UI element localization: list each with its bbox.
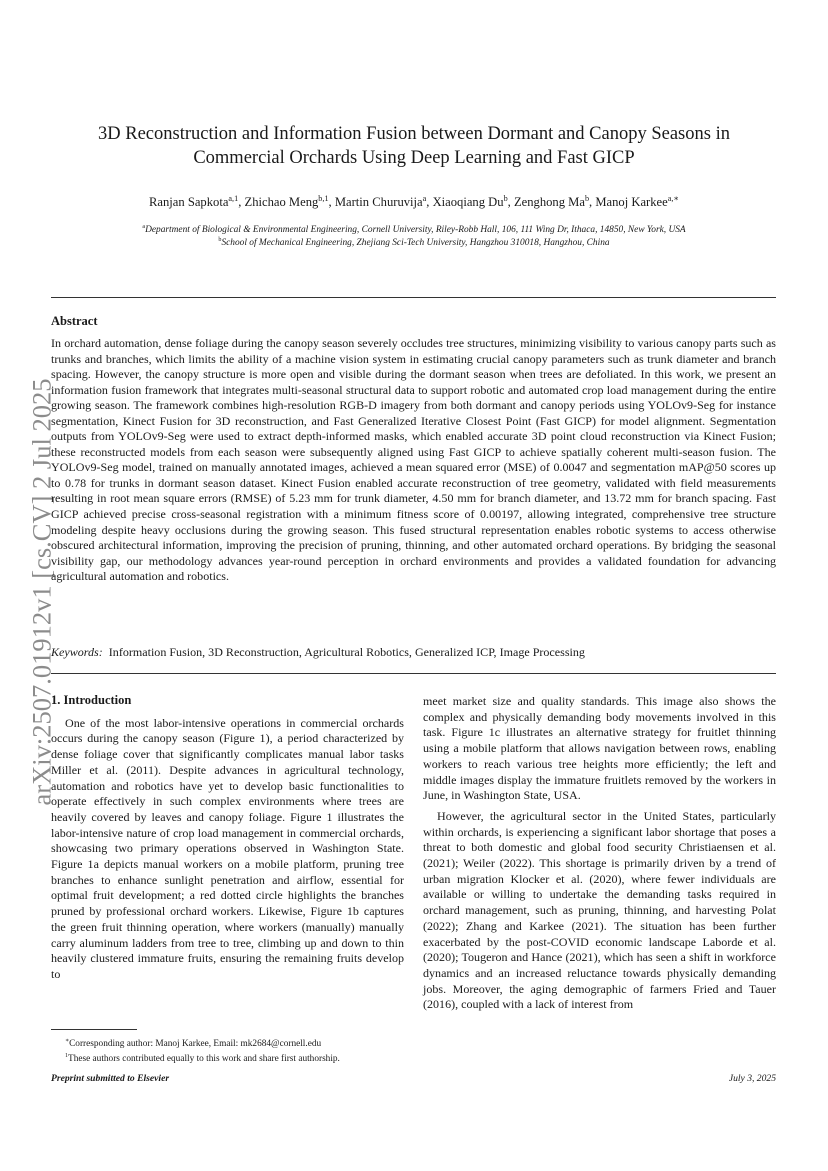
arxiv-stamp: arXiv:2507.01912v1 [cs.CV] 2 Jul 2025 bbox=[26, 378, 57, 806]
author: Manoj Karkee$^{a,∗}$ bbox=[595, 194, 679, 210]
abstract-text: In orchard automation, dense foliage during the canopy season severely occludes tree structures, minimizing visibility to various canopy parts such as trunks and branches, which limits the ability of a machine vision system in estimating crucial canopy parameters such as trunk diameter and branch spacing. However, the canopy structure is more open and visible during the dormant season when trees are defoliated. In this work, we present an information fusion framework that integrates multi-seasonal structural data to support robotic and automated crop load management during the entire growing season. The framework combines high-resolution RGB-D imagery from both dormant and canopy periods using YOLOv9-Seg for instance segmentation, Kinect Fusion for 3D reconstruction, and Fast Generalized Iterative Closest Point (Fast GICP) for model alignment. Segmentation outputs from YOLOv9-Seg were used to extract depth-informed masks, which enabled accurate 3D point cloud reconstruction via Kinect Fusion; these reconstructed models from each season were subsequently aligned using Fast GICP to achieve spatially coherent multi-season fusion. The YOLOv9-Seg model, trained on manually annotated images, achieved a mean squared error (MSE) of 0.0047 and segmentation mAP@50 scores up to 0.78 for trunks in dormant season dataset. Kinect Fusion enabled accurate reconstruction of tree geometry, validated with field measurements resulting in root mean square errors (RMSE) of 5.23 mm for trunk diameter, 4.50 mm for branch diameter, and 13.72 mm for branch spacing. Fast GICP achieved precise cross-seasonal registration with a minimum fitness score of 0.00197, allowing integrated, comprehensive tree structure modeling despite heavy occlusions during the growing season. This fused structural representation enables robotic systems to access otherwise obscured architectural information, improving the precision of pruning, thinning, and other automated orchard operations. By bridging the seasonal visibility gap, our methodology advances year-round perception in orchard environments and provides a validated foundation for advancing agricultural automation and robotics. bbox=[51, 336, 776, 584]
author: Martin Churuvija$^a$ bbox=[334, 194, 427, 210]
footnote-rule bbox=[51, 1029, 137, 1030]
bottom-rule bbox=[51, 673, 776, 674]
left-column bbox=[51, 693, 404, 983]
footnotes bbox=[51, 1035, 411, 1066]
body-paragraph: One of the most labor-intensive operations in commercial orchards occurs during the canopy season (Figure 1), a period characterized by dense foliage cover that significantly complicates manual labor tasks Miller et al. (2011). Despite advances in agricultural technology, automation and robotics have yet to develop basic functionalities to operate effectively in such complex environments where trees are heavily covered by leaves and canopy foliage. Figure 1 illustrates the labor-intensive nature of crop load management in commercial orchards, showcasing two primary operations observed in Washington State. Figure 1a depicts manual workers on a mobile platform, pruning tree branches to enhance sunlight penetration and airflow, essential for optimal fruit development; a red dotted circle highlights the branches pruned by professional orchard workers. Likewise, Figure 1b captures the green fruit thinning operation, where workers (manually) manually carry aluminum ladders from tree to tree, climbing up and down to thin heavily clustered immature fruits, ensuring the remaining fruits develop to bbox=[51, 715, 404, 981]
right-column bbox=[423, 694, 776, 1013]
footer-date: July 3, 2025 bbox=[728, 1073, 776, 1084]
affiliation-a: $^a$Department of Biological & Environmental Engineering, Cornell University, Riley-Robb Hall, 106, 111 Wing Dr, Ithaca, 14850, New York, USA bbox=[142, 224, 686, 236]
keywords-text: Information Fusion, 3D Reconstruction, Agricultural Robotics, Generalized ICP, Image Processing bbox=[108, 645, 585, 659]
author: Ranjan Sapkota$^{a,1}$ bbox=[149, 194, 239, 210]
abstract-heading: Abstract bbox=[51, 314, 98, 328]
body-paragraph: meet market size and quality standards. This image also shows the complex and physically demanding body movements involved in this task. Figure 1c illustrates an alternative strategy for fruitlet thinning using a mobile platform that allows navigation between rows, enabling workers to reach various tree heights more efficiently; the left and middle images display the immature fruitlets removed by the workers in June, in Washington State, USA. bbox=[423, 694, 776, 803]
title-line-1: 3D Reconstruction and Information Fusion between Dormant and Canopy Seasons in bbox=[98, 124, 730, 144]
author: Zenghong Ma$^b$ bbox=[513, 194, 590, 210]
section-heading: 1. Introduction bbox=[51, 693, 132, 707]
title-line-2: Commercial Orchards Using Deep Learning and Fast GICP bbox=[193, 148, 635, 168]
affiliation-b: $^b$School of Mechanical Engineering, Zhejiang Sci-Tech University, Hangzhou 310018, Hangzhou, China bbox=[218, 237, 610, 249]
paper-title bbox=[50, 122, 778, 170]
footnote: $^1$These authors contributed equally to this work and share first authorship. bbox=[65, 1053, 340, 1065]
keywords-label: Keywords: bbox=[51, 645, 103, 659]
top-rule bbox=[51, 297, 776, 298]
author: Zhichao Meng$^{b,1}$ bbox=[244, 194, 329, 210]
footer-preprint: Preprint submitted to Elsevier bbox=[51, 1073, 170, 1084]
body-paragraph: However, the agricultural sector in the United States, particularly within orchards, is experiencing a significant labor shortage that poses a threat to both domestic and global food security Christiaensen et al. (2021); Weiler (2022). This shortage is primarily driven by a trend of urban migration Klocker et al. (2020), where fewer individuals are available or willing to undertake the demanding tasks required in orchard management, such as pruning, thinning, and harvesting Polat (2022); Zhang and Karkee (2021). The situation has been further exacerbated by the post-COVID economic landscape Laborde et al. (2020); Tougeron and Hance (2021), which has seen a shift in workforce dynamics and an increased reluctance towards physically demanding jobs. Moreover, the aging demographic of farmers Fried and Tauer (2016), coupled with a lack of interest from bbox=[423, 808, 776, 1012]
footnote: ∗Corresponding author: Manoj Karkee, Email: mk2684@cornell.edu bbox=[65, 1038, 322, 1050]
keywords bbox=[51, 645, 776, 660]
author-list: Ranjan Sapkota$^{a,1}$, Zhichao Meng$^{b,1}$, Martin Churuvija$^a$, Xiaoqiang Du$^b$, Zenghong Ma$^b$, Manoj Karkee$^{a,∗}$ bbox=[149, 194, 679, 210]
author: Xiaoqiang Du$^b$ bbox=[432, 194, 508, 210]
